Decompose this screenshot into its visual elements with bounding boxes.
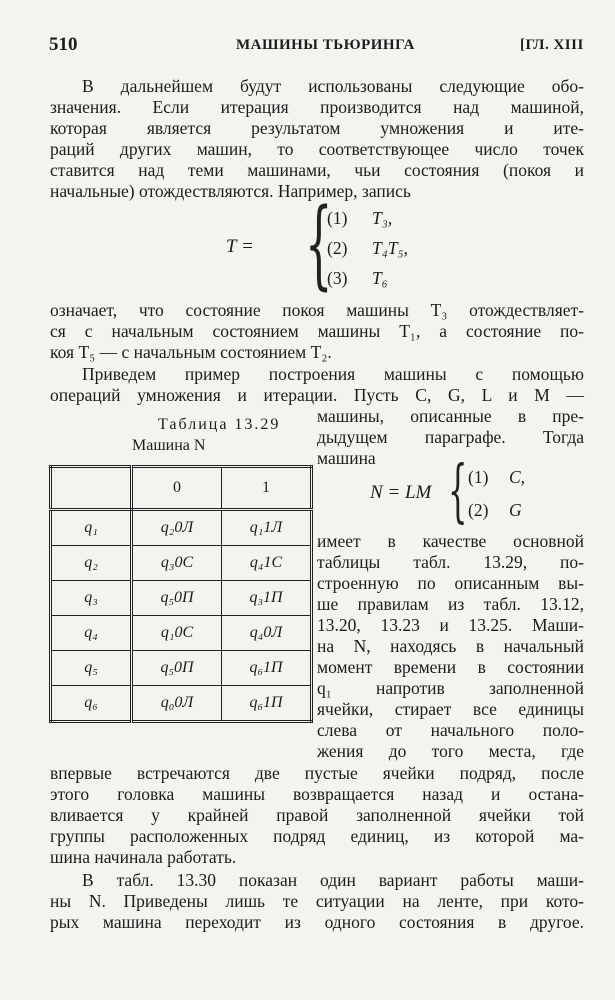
para1-line: В дальнейшем будут использованы следующие обо- <box>82 76 584 96</box>
formula2-num: (2) <box>468 500 489 520</box>
table-row <box>51 510 312 546</box>
para3-line: операций умножения и итерации. Пусть C, G, L и M — <box>50 385 584 405</box>
para4-line: группы расположенных подряд единиц, из которой ма- <box>50 826 584 846</box>
para4-line: вливается у крайней правой заполненной ячейки той <box>50 805 584 825</box>
para4-line: этого головка машины возвращается назад и остана- <box>50 784 584 804</box>
chapter-label: [ГЛ. XIII <box>520 37 584 53</box>
para1-line: начальные) отождествляются. Например, запись <box>50 181 411 201</box>
para3-line: Приведем пример построения машины с помощью <box>82 364 584 384</box>
right-col2-line: имеет в качестве основной <box>317 531 584 551</box>
state-cell: q₂ <box>51 546 132 581</box>
right-col2-line: таблицы табл. 13.29, по- <box>317 552 584 572</box>
formula2-expr: C, <box>509 467 526 487</box>
para5-line: В табл. 13.30 показан один вариант работы маши- <box>82 870 584 890</box>
state-cell: q₄ <box>51 616 132 651</box>
cell-0: q₂0Л <box>132 510 222 546</box>
cell-1: q₄0Л <box>222 616 312 651</box>
formula2-expr: G <box>509 500 522 520</box>
formula1-expr: T₃, <box>372 208 393 228</box>
right-col2-line: ячейки, стирает все единицы <box>317 699 584 719</box>
para1-line: ставится над теми машинами, чьи состояния (покоя и <box>50 160 584 180</box>
formula1-expr: T₄T₅, <box>372 238 409 258</box>
page-number: 510 <box>49 34 78 55</box>
right-col2-line: жения до того места, где <box>317 741 584 761</box>
cell-1: q₁1Л <box>222 510 312 546</box>
table-row <box>51 581 312 616</box>
state-cell: q₆ <box>51 686 132 722</box>
cell-0: q₀0Л <box>132 686 222 722</box>
column-header: 0 <box>132 467 222 510</box>
table-caption: Таблица 13.29 <box>158 416 281 433</box>
formula1-expr: T₆ <box>372 268 388 288</box>
cell-1: q₄1C <box>222 546 312 581</box>
cell-0: q₅0П <box>132 651 222 686</box>
state-cell: q₅ <box>51 651 132 686</box>
para2-line: коя T₅ — с начальным состоянием T₂. <box>50 342 332 362</box>
cell-0: q₅0П <box>132 581 222 616</box>
right-col2-line: на N, находясь в начальный <box>317 636 584 656</box>
formula1-lhs: T = <box>226 236 254 257</box>
state-cell: q₃ <box>51 581 132 616</box>
para4-line: впервые встречаются две пустые ячейки подряд, после <box>50 763 584 783</box>
cell-0: q₃0C <box>132 546 222 581</box>
table-row <box>51 651 312 686</box>
left-brace: { <box>448 452 468 531</box>
transition-table <box>49 465 313 723</box>
right-col2-line: строенную по описанным вы- <box>317 573 584 593</box>
table-row <box>51 546 312 581</box>
left-brace: { <box>305 188 333 300</box>
formula1-num: (1) <box>327 208 348 228</box>
cell-1: q₆1П <box>222 686 312 722</box>
cell-1: q₆1П <box>222 651 312 686</box>
cell-0: q₁0C <box>132 616 222 651</box>
para1-line: значения. Если итерация производится над машиной, <box>50 97 584 117</box>
right-col2-line: момент времени в состоянии <box>317 657 584 677</box>
corner-cell <box>51 467 132 510</box>
right-col2-line: слева от начального поло- <box>317 720 584 740</box>
para2-line: ся с начальным состоянием машины T₁, а состояние по- <box>50 321 584 341</box>
right-col2-line: ше правилам из табл. 13.12, <box>317 594 584 614</box>
para5-line: рых машина переходит из одного состояния в другое. <box>50 912 584 932</box>
formula1-num: (2) <box>327 238 348 258</box>
formula2-lhs: N = LM <box>370 482 432 503</box>
formula1-num: (3) <box>327 268 348 288</box>
table-header-row <box>51 467 312 510</box>
right-col-line: машина <box>317 448 376 468</box>
running-title: МАШИНЫ ТЬЮРИНГА <box>236 37 415 53</box>
cell-1: q₃1П <box>222 581 312 616</box>
right-col2-line: 13.20, 13.23 и 13.25. Маши- <box>317 615 584 635</box>
state-cell: q₁ <box>51 510 132 546</box>
right-col-line: дыдущем параграфе. Тогда <box>317 427 584 447</box>
table-row <box>51 686 312 722</box>
para1-line: раций других машин, то соответствующее число точек <box>50 139 584 159</box>
para2-line: означает, что состояние покоя машины T₃ отождествляет- <box>50 300 584 320</box>
para1-line: которая является результатом умножения и ите- <box>50 118 584 138</box>
para4-line: шина начинала работать. <box>50 847 237 867</box>
table-subcaption: Машина N <box>132 437 206 454</box>
right-col2-line: q₁ напротив заполненной <box>317 678 584 698</box>
column-header: 1 <box>222 467 312 510</box>
formula2-num: (1) <box>468 467 489 487</box>
table-row <box>51 616 312 651</box>
right-col-line: машины, описанные в пре- <box>317 406 584 426</box>
para5-line: ны N. Приведены лишь те ситуации на ленте, при кото- <box>50 891 584 911</box>
